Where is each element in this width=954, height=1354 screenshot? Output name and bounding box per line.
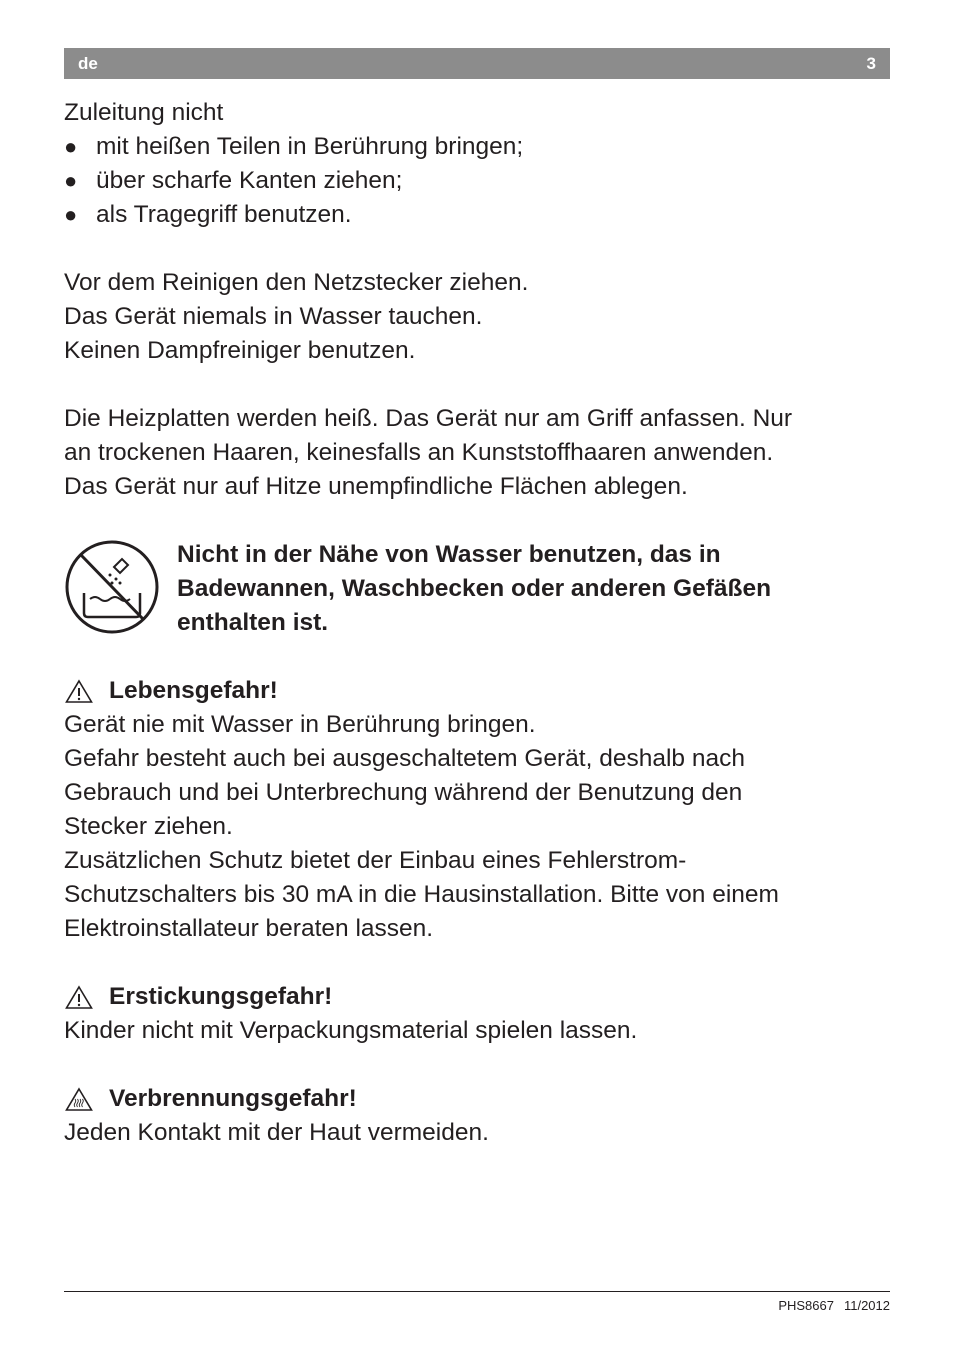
cord-item-text: über scharfe Kanten ziehen; <box>96 167 403 194</box>
danger-life-line: Schutzschalters bis 30 mA in die Hausinstallation. Bitte von einem <box>64 881 779 908</box>
no-water-icon <box>64 539 160 635</box>
heat-line: Die Heizplatten werden heiß. Das Gerät nur am Griff anfassen. Nur <box>64 405 793 432</box>
danger-life-title: Lebensgefahr! <box>109 677 278 704</box>
cord-item-text: mit heißen Teilen in Berührung bringen; <box>96 133 524 160</box>
danger-burn-title: Verbrennungsgefahr! <box>109 1085 357 1112</box>
cord-item <box>64 130 890 164</box>
bullet-icon: ● <box>64 168 78 193</box>
cleaning-line: Das Gerät niemals in Wasser tauchen. <box>64 303 483 330</box>
bullet-icon: ● <box>64 202 78 227</box>
bullet-icon: ● <box>64 134 78 159</box>
danger-life-line: Stecker ziehen. <box>64 813 233 840</box>
danger-life-heading <box>64 674 890 708</box>
danger-suffocation-title: Erstickungsgefahr! <box>109 983 333 1010</box>
danger-burn-line: Jeden Kontakt mit der Haut vermeiden. <box>64 1119 489 1146</box>
water-warning-text: Nicht in der Nähe von Wasser benutzen, das in Badewannen, Waschbecken oder anderen Gefäßen enthalten ist. <box>177 541 772 636</box>
page-number: 3 <box>866 54 876 73</box>
danger-life-line: Zusätzlichen Schutz bietet der Einbau eines Fehlerstrom- <box>64 847 687 874</box>
cleaning-line: Keinen Dampfreiniger benutzen. <box>64 337 416 364</box>
danger-life-line: Gerät nie mit Wasser in Berührung bringen. <box>64 711 536 738</box>
page-header-bar <box>64 48 890 79</box>
hot-surface-warning-icon <box>65 1087 93 1112</box>
cord-item <box>64 198 890 232</box>
warning-triangle-icon <box>65 679 93 704</box>
danger-burn-heading <box>64 1082 890 1116</box>
cleaning-line: Vor dem Reinigen den Netzstecker ziehen. <box>64 269 529 296</box>
footer-model: PHS8667 <box>778 1298 834 1313</box>
heat-line: Das Gerät nur auf Hitze unempfindliche Flächen ablegen. <box>64 473 688 500</box>
water-warning-block <box>64 538 890 640</box>
cord-item <box>64 164 890 198</box>
danger-life-line: Gebrauch und bei Unterbrechung während der Benutzung den <box>64 779 743 806</box>
danger-life-line: Gefahr besteht auch bei ausgeschaltetem Gerät, deshalb nach <box>64 745 745 772</box>
footer-divider <box>64 1291 890 1292</box>
danger-life-line: Elektroinstallateur beraten lassen. <box>64 915 434 942</box>
page-content <box>64 96 890 1150</box>
language-code: de <box>78 54 98 73</box>
footer <box>768 1298 890 1313</box>
footer-date: 11/2012 <box>843 1298 890 1313</box>
heat-line: an trockenen Haaren, keinesfalls an Kunststoffhaaren anwenden. <box>64 439 774 466</box>
danger-suffocation-heading <box>64 980 890 1014</box>
cord-intro: Zuleitung nicht <box>64 99 224 126</box>
warning-triangle-icon <box>65 985 93 1010</box>
cord-item-text: als Tragegriff benutzen. <box>96 201 352 228</box>
danger-suffocation-line: Kinder nicht mit Verpackungsmaterial spielen lassen. <box>64 1017 638 1044</box>
